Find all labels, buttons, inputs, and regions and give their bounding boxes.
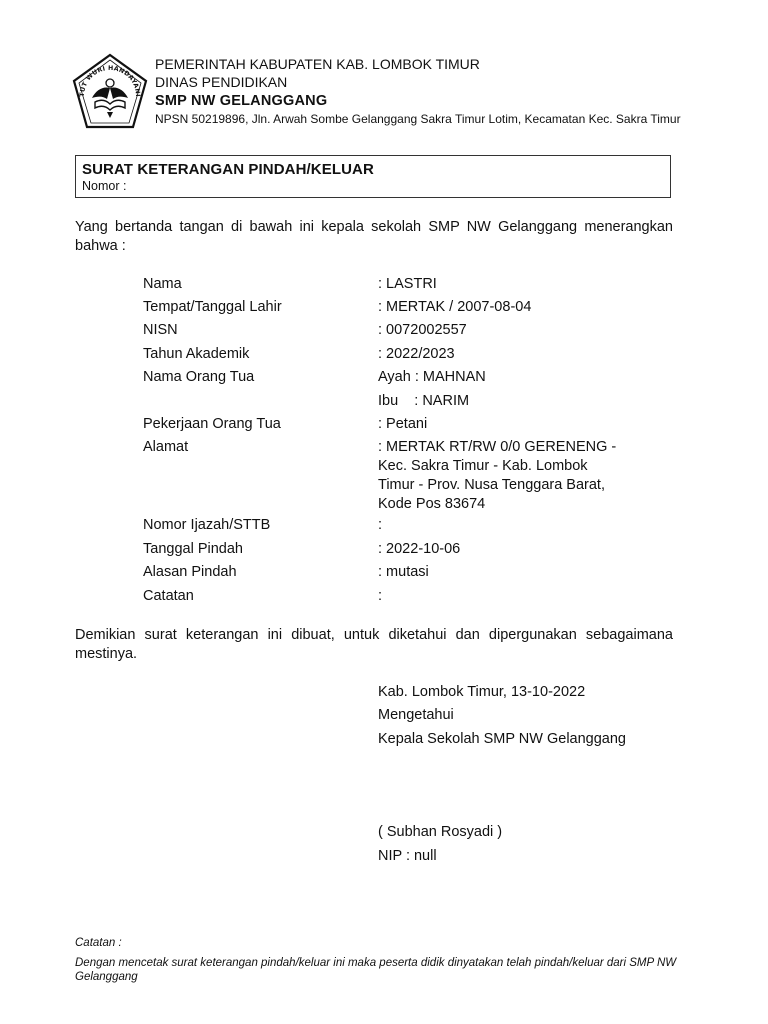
government-name: PEMERINTAH KABUPATEN KAB. LOMBOK TIMUR <box>155 56 480 72</box>
intro-paragraph: Yang bertanda tangan di bawah ini kepala sekolah SMP NW Gelanggang menerangkan bahwa : <box>75 219 673 254</box>
tut-wuri-handayani-logo <box>70 52 150 132</box>
field-label: Nama <box>143 276 182 292</box>
field-value: : LASTRI <box>378 276 437 292</box>
field-value: : <box>378 588 383 604</box>
field-label: Pekerjaan Orang Tua <box>143 416 281 432</box>
footnote-text: Dengan mencetak surat keterangan pindah/keluar ini maka peserta didik dinyatakan telah pindah/keluar dari SMP NW Gelanggang <box>75 957 677 983</box>
field-value: Ayah : MAHNAN <box>378 369 486 385</box>
footnote-label: Catatan : <box>75 937 122 949</box>
closing-paragraph: Demikian surat keterangan ini dibuat, untuk diketahui dan dipergunakan sebagaimana mestinya. <box>75 627 673 662</box>
field-value: : 0072002557 <box>378 322 467 338</box>
field-value: : Petani <box>378 416 428 432</box>
field-label: Tahun Akademik <box>143 346 250 362</box>
signature-position: Kepala Sekolah SMP NW Gelanggang <box>378 731 626 747</box>
field-value: : MERTAK RT/RW 0/0 GERENENG - Kec. Sakra Timur - Kab. Lombok Timur - Prov. Nusa Tenggara Barat, Kode Pos 83674 <box>378 439 617 512</box>
signatory-nip: NIP : null <box>378 848 437 864</box>
field-label: Tempat/Tanggal Lahir <box>143 299 282 315</box>
field-label: Alamat <box>143 439 189 455</box>
letter-title-box <box>75 155 671 198</box>
department-name: DINAS PENDIDIKAN <box>155 74 288 90</box>
letter-number: Nomor : <box>82 179 127 193</box>
field-value: : mutasi <box>378 564 429 580</box>
field-value: Ibu : NARIM <box>378 393 470 409</box>
field-label: Catatan <box>143 588 194 604</box>
letterhead <box>155 55 695 127</box>
school-name: SMP NW GELANGGANG <box>155 93 328 109</box>
field-label: Alasan Pindah <box>143 564 237 580</box>
field-label: NISN <box>143 322 178 338</box>
field-value: : MERTAK / 2007-08-04 <box>378 299 532 315</box>
signatory-name: ( Subhan Rosyadi ) <box>378 824 503 840</box>
signature-place-date: Kab. Lombok Timur, 13-10-2022 <box>378 684 586 700</box>
signature-mengetahui: Mengetahui <box>378 707 454 723</box>
field-value: : 2022-10-06 <box>378 541 461 557</box>
field-value: : <box>378 517 383 533</box>
field-label: Tanggal Pindah <box>143 541 243 557</box>
field-value: : 2022/2023 <box>378 346 455 362</box>
letter-title: SURAT KETERANGAN PINDAH/KELUAR <box>82 161 374 178</box>
school-address: NPSN 50219896, Jln. Arwah Sombe Gelanggang Sakra Timur Lotim, Kecamatan Kec. Sakra Timur <box>155 112 681 126</box>
field-label: Nama Orang Tua <box>143 369 255 385</box>
field-label: Nomor Ijazah/STTB <box>143 517 271 533</box>
svg-text:TUT WURI HANDAYANI: TUT WURI HANDAYANI <box>78 64 142 98</box>
